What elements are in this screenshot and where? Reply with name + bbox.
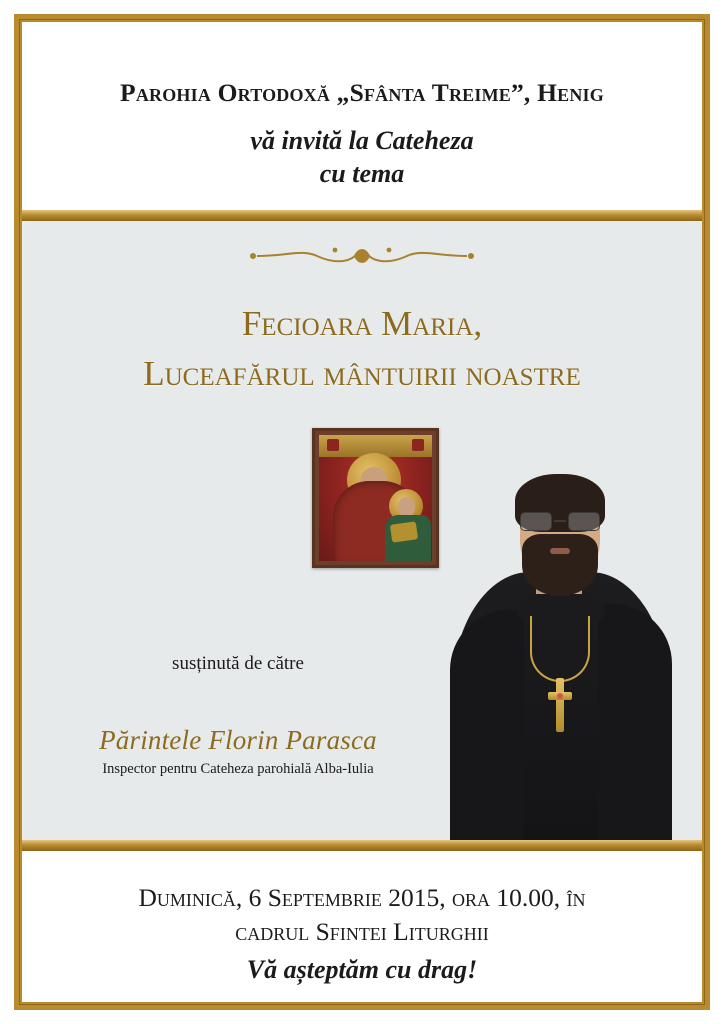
header-band bbox=[22, 22, 702, 210]
invitation-line-2: cu tema bbox=[319, 159, 405, 189]
parish-title: Parohia Ortodoxă „Sfânta Treime”, Henig bbox=[120, 78, 604, 107]
presented-by-label: susținută de către bbox=[172, 653, 304, 674]
event-datetime-line-1: Duminică, 6 Septembrie 2015, ora 10.00, în bbox=[138, 883, 586, 912]
glasses-bridge bbox=[554, 520, 566, 522]
main-panel bbox=[22, 221, 702, 840]
cross-gem bbox=[557, 693, 563, 699]
poster-content-area bbox=[22, 22, 702, 1002]
theme-line-2: Luceafărul mântuirii noastre bbox=[143, 353, 581, 393]
pectoral-cross-icon bbox=[548, 678, 572, 732]
cross-chain bbox=[530, 616, 590, 682]
divider-top bbox=[22, 210, 702, 221]
catechesis-theme bbox=[42, 299, 682, 398]
shoulder-right bbox=[598, 604, 672, 840]
divider-bottom bbox=[22, 840, 702, 851]
lens-left bbox=[520, 512, 552, 531]
theme-line-1: Fecioara Maria, bbox=[241, 304, 483, 343]
beard bbox=[522, 534, 598, 596]
eyeglasses-icon bbox=[518, 512, 602, 532]
face-christ-child bbox=[398, 497, 415, 517]
presenter-role: Inspector pentru Cateheza parohială Alba-Iulia bbox=[102, 761, 374, 777]
floral-ornament-divider-icon bbox=[22, 243, 702, 271]
presenter-name: Părintele Florin Parasca bbox=[99, 725, 377, 755]
icon-artwork bbox=[319, 435, 432, 561]
shoulder-left bbox=[450, 610, 524, 840]
presenter-block bbox=[68, 653, 408, 778]
event-datetime-line-2: cadrul Sfintei Liturghii bbox=[235, 917, 489, 947]
cross-vertical bbox=[556, 678, 564, 732]
theotokos-hodegetria-icon bbox=[312, 428, 439, 568]
welcome-message: Vă așteptăm cu drag! bbox=[246, 955, 478, 985]
footer-band bbox=[22, 851, 702, 1002]
priest-portrait bbox=[452, 448, 668, 840]
robe-christ-child bbox=[385, 515, 431, 561]
lens-right bbox=[568, 512, 600, 531]
mouth bbox=[550, 548, 570, 554]
invitation-line-1: vă invită la Cateheza bbox=[250, 126, 474, 155]
